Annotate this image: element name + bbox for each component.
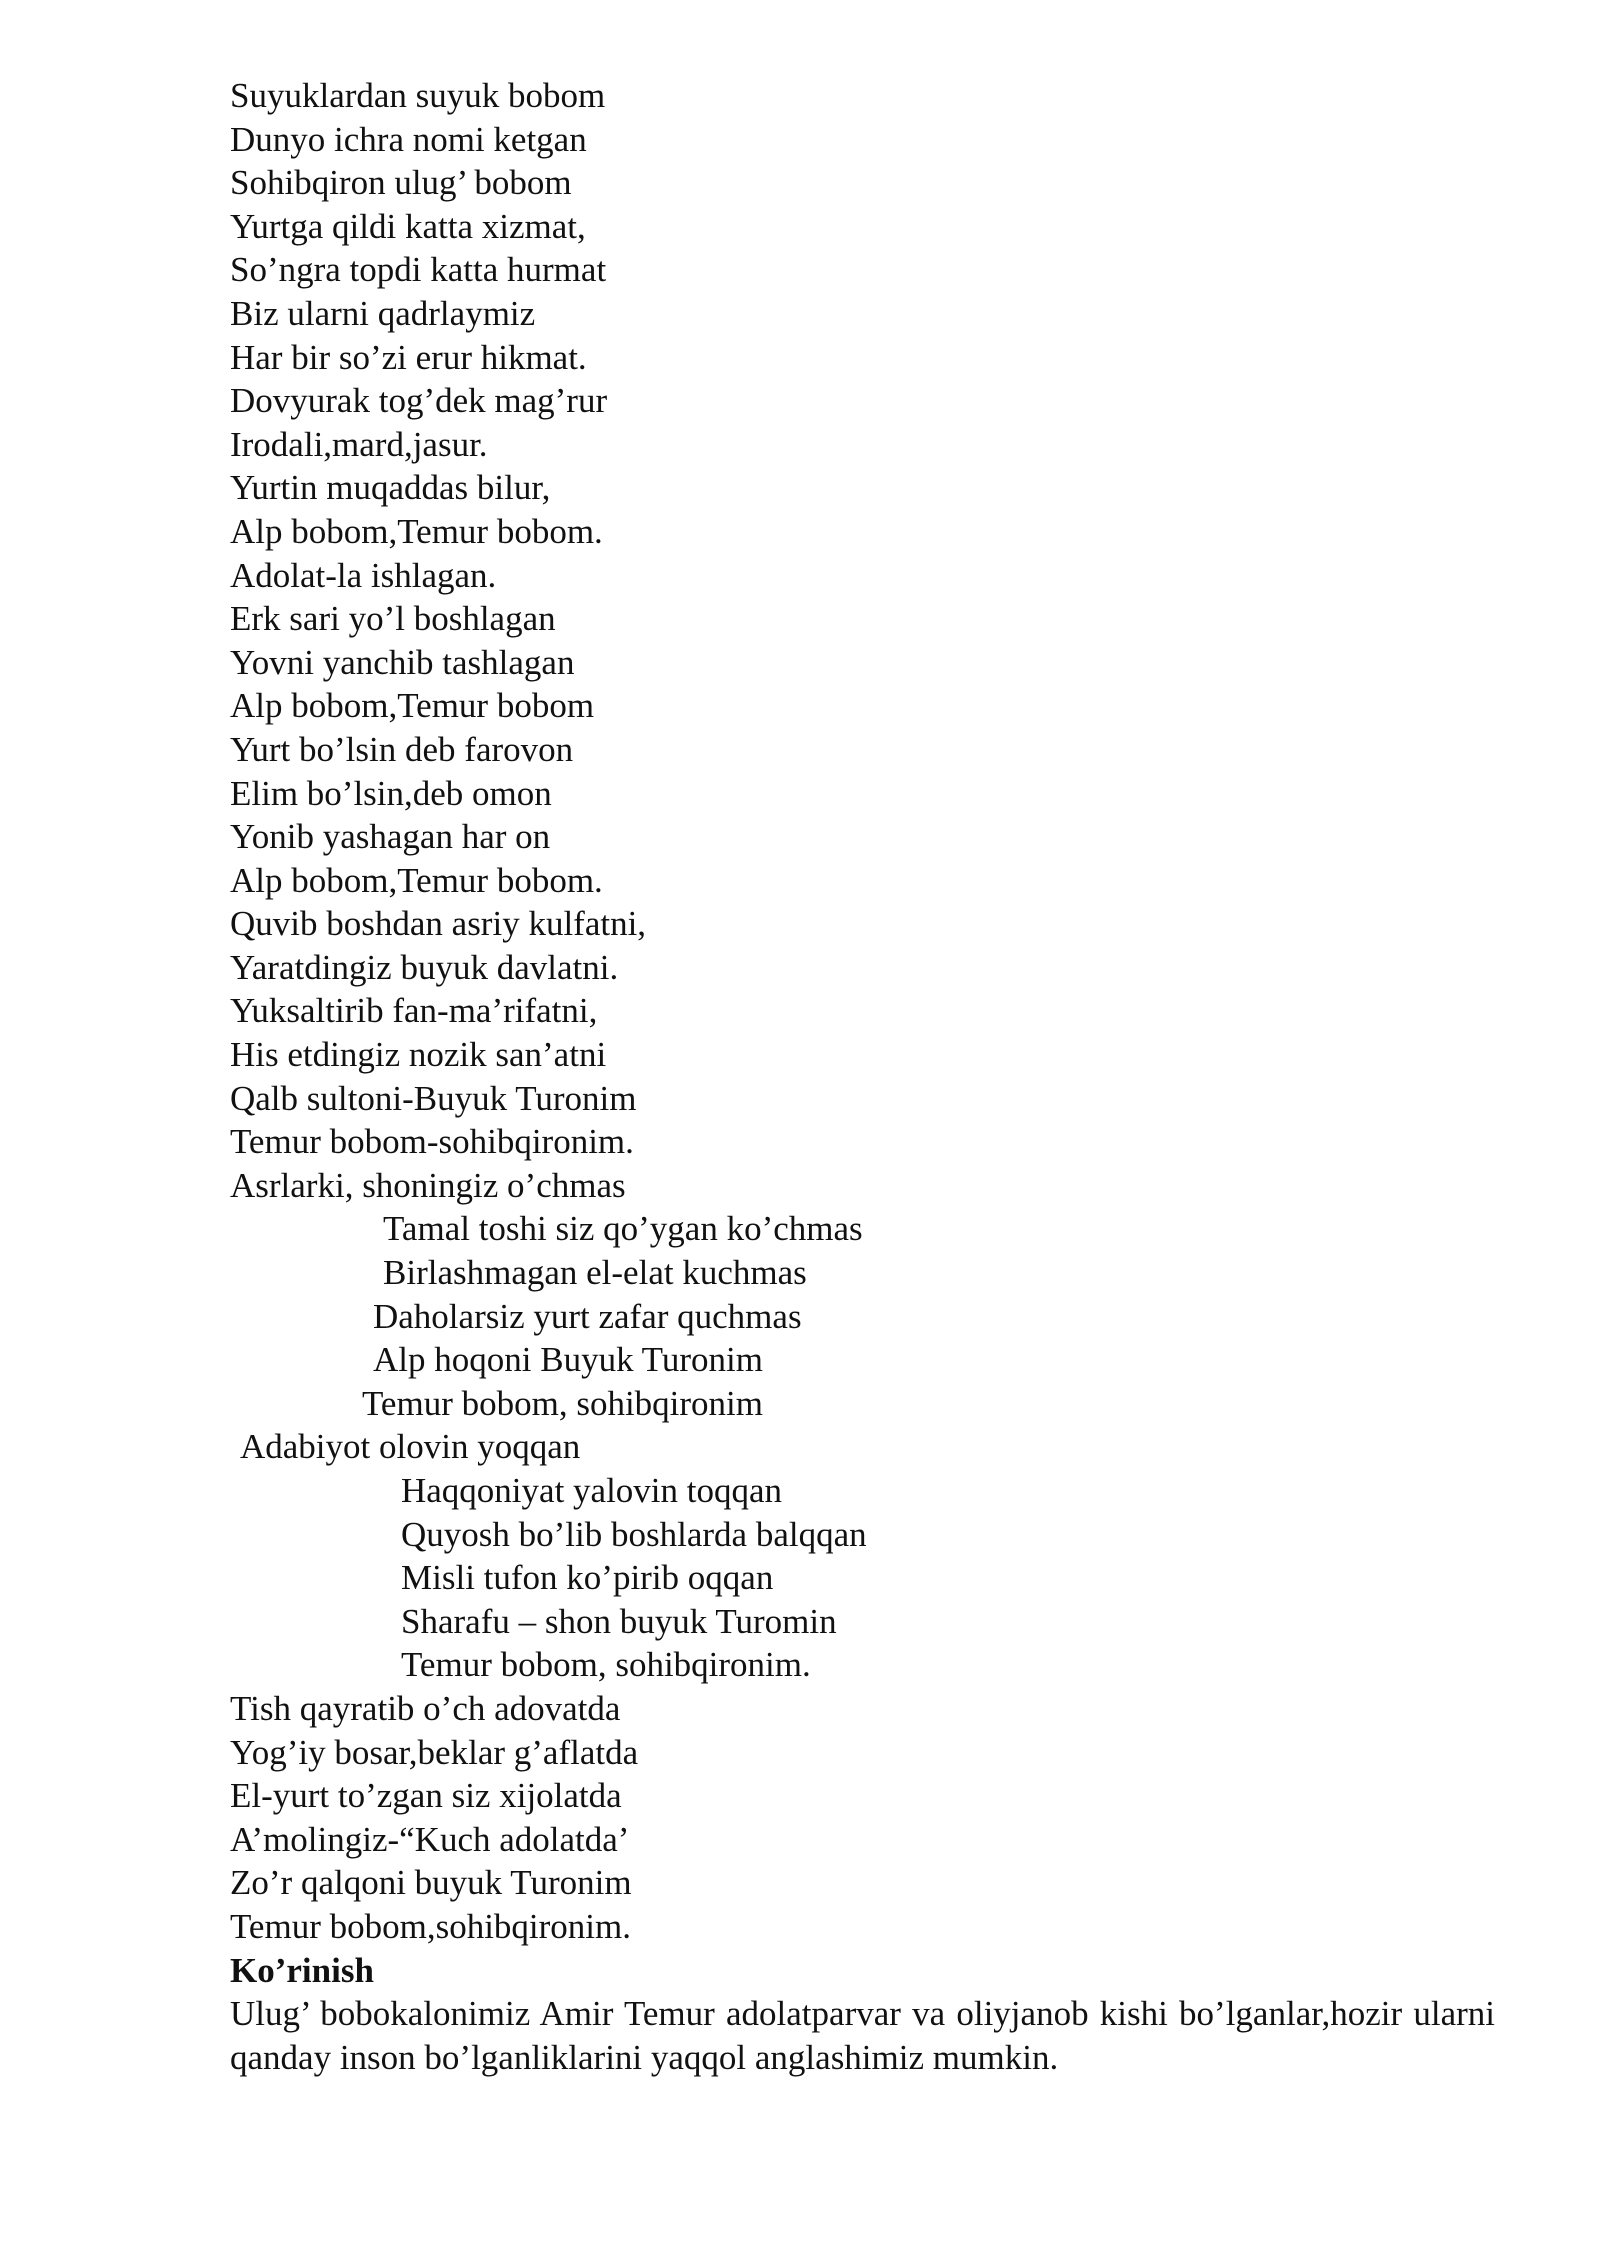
poem-line: Erk sari yo’l boshlagan [230, 599, 556, 639]
poem-line: Dovyurak tog’dek mag’rur [230, 381, 608, 421]
poem-line: Birlashmagan el-elat kuchmas [383, 1253, 807, 1293]
poem-line: Irodali,mard,jasur. [230, 424, 488, 464]
section-heading: Ko’rinish [230, 1950, 374, 1990]
poem-line: Yurt bo’lsin deb farovon [230, 729, 574, 769]
poem-line: Yurtga qildi katta xizmat, [230, 206, 586, 246]
section-paragraph: Ulug’ bobokalonimiz Amir Temur adolatparvar va oliyjanob kishi bo’lganlar,hozir ularni qanday inson bo’lganliklarini yaqqol anglashimiz mumkin. [230, 1994, 1495, 2077]
poem-line: Dunyo ichra nomi ketgan [230, 119, 587, 159]
poem-line: Temur bobom-sohibqironim. [230, 1122, 634, 1162]
poem-line: Alp bobom,Temur bobom. [230, 860, 603, 900]
poem-line: Alp bobom,Temur bobom [230, 686, 595, 726]
poem-line: Misli tufon ko’pirib oqqan [401, 1558, 774, 1598]
poem-line: Yovni yanchib tashlagan [230, 642, 575, 682]
poem-line: Sharafu – shon buyuk Turomin [401, 1601, 837, 1641]
poem-line: Temur bobom, sohibqironim [362, 1383, 763, 1423]
poem-line: Yog’iy bosar,beklar g’aflatda [230, 1732, 639, 1772]
poem-line: Yonib yashagan har on [230, 817, 551, 857]
poem-line: So’ngra topdi katta hurmat [230, 250, 607, 290]
poem-line: Asrlarki, shoningiz o’chmas [230, 1165, 626, 1205]
poem-line: Suyuklardan suyuk bobom [230, 76, 606, 115]
poem-line: Qalb sultoni-Buyuk Turonim [230, 1078, 637, 1118]
poem-line: Alp bobom,Temur bobom. [230, 511, 603, 551]
poem-line: Tish qayratib o’ch adovatda [230, 1688, 621, 1728]
poem-line: Zo’r qalqoni buyuk Turonim [230, 1863, 632, 1903]
poem-line: Sohibqiron ulug’ bobom [230, 163, 572, 203]
poem-line: El-yurt to’zgan siz xijolatda [230, 1776, 622, 1816]
poem-line: Temur bobom, sohibqironim. [401, 1645, 811, 1685]
poem-line: Yuksaltirib fan-ma’rifatni, [230, 991, 598, 1031]
poem-line: Biz ularni qadrlaymiz [230, 293, 536, 333]
poem-line: Yaratdingiz buyuk davlatni. [230, 947, 619, 987]
poem-line: Daholarsiz yurt zafar quchmas [373, 1296, 802, 1336]
document-page [230, 74, 1530, 2079]
poem-line: His etdingiz nozik san’atni [230, 1035, 607, 1075]
poem-line: Yurtin muqaddas bilur, [230, 468, 551, 508]
poem-line: Har bir so’zi erur hikmat. [230, 337, 587, 377]
poem-line: A’molingiz-“Kuch adolatda’ [230, 1819, 630, 1859]
poem-line: Alp hoqoni Buyuk Turonim [373, 1340, 763, 1380]
poem-line: Haqqoniyat yalovin toqqan [401, 1471, 783, 1510]
poem-line: Quyosh bo’lib boshlarda balqqan [401, 1514, 867, 1554]
poem-line: Temur bobom,sohibqironim. [230, 1906, 631, 1946]
poem [230, 74, 1530, 1949]
poem-line: Elim bo’lsin,deb omon [230, 773, 552, 813]
poem-line: Tamal toshi siz qo’ygan ko’chmas [383, 1209, 863, 1249]
poem-line: Adolat-la ishlagan. [230, 555, 497, 595]
poem-line: Adabiyot olovin yoqqan [240, 1427, 581, 1467]
poem-line: Quvib boshdan asriy kulfatni, [230, 904, 647, 944]
